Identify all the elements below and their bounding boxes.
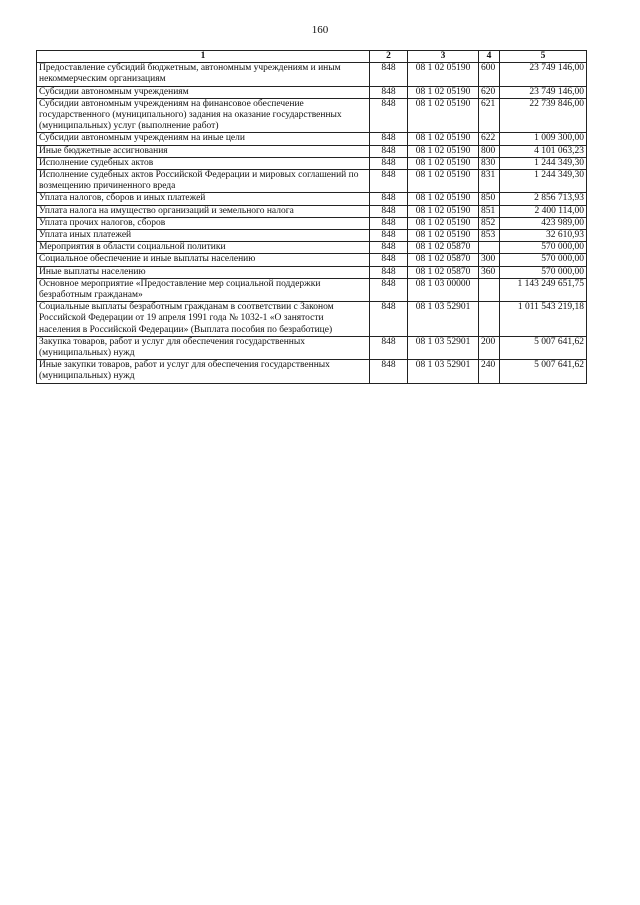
cell-csr: 08 1 02 05870 xyxy=(408,254,479,266)
cell-csr: 08 1 02 05190 xyxy=(408,63,479,86)
table-body xyxy=(37,63,587,383)
cell-vr: 620 xyxy=(479,86,500,98)
page-number: 160 xyxy=(311,24,329,36)
table-row xyxy=(37,86,587,98)
cell-vr: 830 xyxy=(479,157,500,169)
table-row xyxy=(37,254,587,266)
cell-amount: 1 009 300,00 xyxy=(500,133,587,145)
cell-amount: 23 749 146,00 xyxy=(500,86,587,98)
cell-vr xyxy=(479,302,500,337)
cell-name: Уплата налога на имущество организаций и земельного налога xyxy=(37,205,370,217)
cell-code: 848 xyxy=(370,217,408,229)
cell-csr: 08 1 03 00000 xyxy=(408,278,479,301)
table-row xyxy=(37,336,587,359)
cell-vr: 852 xyxy=(479,217,500,229)
cell-name: Субсидии автономным учреждениям на финансовое обеспечение государственного (муниципального) задания на оказание государственных (муниципальных) услуг (выполнение работ) xyxy=(37,98,370,133)
table-row xyxy=(37,205,587,217)
cell-name: Социальное обеспечение и иные выплаты населению xyxy=(37,254,370,266)
cell-amount: 2 400 114,00 xyxy=(500,205,587,217)
cell-vr: 300 xyxy=(479,254,500,266)
table-row xyxy=(37,278,587,301)
cell-amount: 1 244 349,30 xyxy=(500,157,587,169)
cell-vr xyxy=(479,278,500,301)
cell-name: Закупка товаров, работ и услуг для обеспечения государственных (муниципальных) нужд xyxy=(37,336,370,359)
cell-name: Субсидии автономным учреждениям xyxy=(37,86,370,98)
cell-csr: 08 1 02 05870 xyxy=(408,242,479,254)
cell-amount: 1 143 249 651,75 xyxy=(500,278,587,301)
cell-csr: 08 1 02 05190 xyxy=(408,157,479,169)
cell-code: 848 xyxy=(370,157,408,169)
cell-amount: 423 989,00 xyxy=(500,217,587,229)
cell-name: Иные выплаты населению xyxy=(37,266,370,278)
cell-csr: 08 1 03 52901 xyxy=(408,360,479,383)
table-row xyxy=(37,242,587,254)
cell-vr: 850 xyxy=(479,193,500,205)
cell-vr: 621 xyxy=(479,98,500,133)
cell-name: Предоставление субсидий бюджетным, автономным учреждениям и иным некоммерческим организациям xyxy=(37,63,370,86)
table-row xyxy=(37,170,587,193)
cell-vr: 240 xyxy=(479,360,500,383)
table-row xyxy=(37,145,587,157)
column-header-csr: 3 xyxy=(408,51,479,63)
cell-code: 848 xyxy=(370,170,408,193)
cell-csr: 08 1 02 05190 xyxy=(408,145,479,157)
cell-csr: 08 1 02 05190 xyxy=(408,230,479,242)
cell-csr: 08 1 02 05190 xyxy=(408,205,479,217)
cell-csr: 08 1 02 05190 xyxy=(408,217,479,229)
cell-name: Иные бюджетные ассигнования xyxy=(37,145,370,157)
table-row xyxy=(37,360,587,383)
cell-name: Уплата иных платежей xyxy=(37,230,370,242)
cell-name: Мероприятия в области социальной политики xyxy=(37,242,370,254)
table-row xyxy=(37,266,587,278)
cell-amount: 1 011 543 219,18 xyxy=(500,302,587,337)
cell-name: Социальные выплаты безработным гражданам в соответствии с Законом Российской Федерации от 19 апреля 1991 года № 1032-1 «О занятости населения в Российской Федерации» (Выплата пособия по безработице) xyxy=(37,302,370,337)
table-row xyxy=(37,193,587,205)
cell-name: Уплата налогов, сборов и иных платежей xyxy=(37,193,370,205)
cell-name: Иные закупки товаров, работ и услуг для обеспечения государственных (муниципальных) нужд xyxy=(37,360,370,383)
cell-vr xyxy=(479,242,500,254)
table-row xyxy=(37,157,587,169)
cell-name: Основное мероприятие «Предоставление мер социальной поддержки безработным гражданам» xyxy=(37,278,370,301)
cell-csr: 08 1 02 05870 xyxy=(408,266,479,278)
cell-code: 848 xyxy=(370,63,408,86)
cell-name: Уплата прочих налогов, сборов xyxy=(37,217,370,229)
cell-code: 848 xyxy=(370,336,408,359)
cell-code: 848 xyxy=(370,360,408,383)
cell-code: 848 xyxy=(370,266,408,278)
cell-code: 848 xyxy=(370,242,408,254)
table-header-row xyxy=(37,51,587,63)
cell-code: 848 xyxy=(370,302,408,337)
cell-code: 848 xyxy=(370,205,408,217)
cell-vr: 800 xyxy=(479,145,500,157)
cell-vr: 622 xyxy=(479,133,500,145)
cell-amount: 1 244 349,30 xyxy=(500,170,587,193)
cell-vr: 200 xyxy=(479,336,500,359)
column-header-name: 1 xyxy=(37,51,370,63)
cell-name: Исполнение судебных актов Российской Федерации и мировых соглашений по возмещению причиненного вреда xyxy=(37,170,370,193)
cell-name: Исполнение судебных актов xyxy=(37,157,370,169)
cell-vr: 831 xyxy=(479,170,500,193)
cell-csr: 08 1 02 05190 xyxy=(408,193,479,205)
cell-vr: 851 xyxy=(479,205,500,217)
cell-amount: 5 007 641,62 xyxy=(500,360,587,383)
cell-csr: 08 1 02 05190 xyxy=(408,170,479,193)
cell-code: 848 xyxy=(370,98,408,133)
column-header-amount: 5 xyxy=(500,51,587,63)
cell-code: 848 xyxy=(370,230,408,242)
cell-amount: 22 739 846,00 xyxy=(500,98,587,133)
cell-amount: 5 007 641,62 xyxy=(500,336,587,359)
column-header-vr: 4 xyxy=(479,51,500,63)
cell-code: 848 xyxy=(370,133,408,145)
cell-amount: 2 856 713,93 xyxy=(500,193,587,205)
cell-vr: 360 xyxy=(479,266,500,278)
budget-table xyxy=(36,50,587,384)
cell-csr: 08 1 03 52901 xyxy=(408,302,479,337)
table-row xyxy=(37,217,587,229)
cell-code: 848 xyxy=(370,254,408,266)
cell-amount: 4 101 063,23 xyxy=(500,145,587,157)
cell-amount: 32 610,93 xyxy=(500,230,587,242)
cell-name: Субсидии автономным учреждениям на иные цели xyxy=(37,133,370,145)
cell-csr: 08 1 02 05190 xyxy=(408,133,479,145)
cell-csr: 08 1 02 05190 xyxy=(408,98,479,133)
table-row xyxy=(37,302,587,337)
cell-csr: 08 1 02 05190 xyxy=(408,86,479,98)
table-row xyxy=(37,133,587,145)
cell-amount: 23 749 146,00 xyxy=(500,63,587,86)
table-row xyxy=(37,98,587,133)
cell-amount: 570 000,00 xyxy=(500,266,587,278)
cell-csr: 08 1 03 52901 xyxy=(408,336,479,359)
cell-code: 848 xyxy=(370,193,408,205)
cell-amount: 570 000,00 xyxy=(500,242,587,254)
cell-code: 848 xyxy=(370,86,408,98)
cell-amount: 570 000,00 xyxy=(500,254,587,266)
column-header-code: 2 xyxy=(370,51,408,63)
cell-vr: 600 xyxy=(479,63,500,86)
cell-vr: 853 xyxy=(479,230,500,242)
table-row xyxy=(37,230,587,242)
cell-code: 848 xyxy=(370,145,408,157)
cell-code: 848 xyxy=(370,278,408,301)
table-row xyxy=(37,63,587,86)
